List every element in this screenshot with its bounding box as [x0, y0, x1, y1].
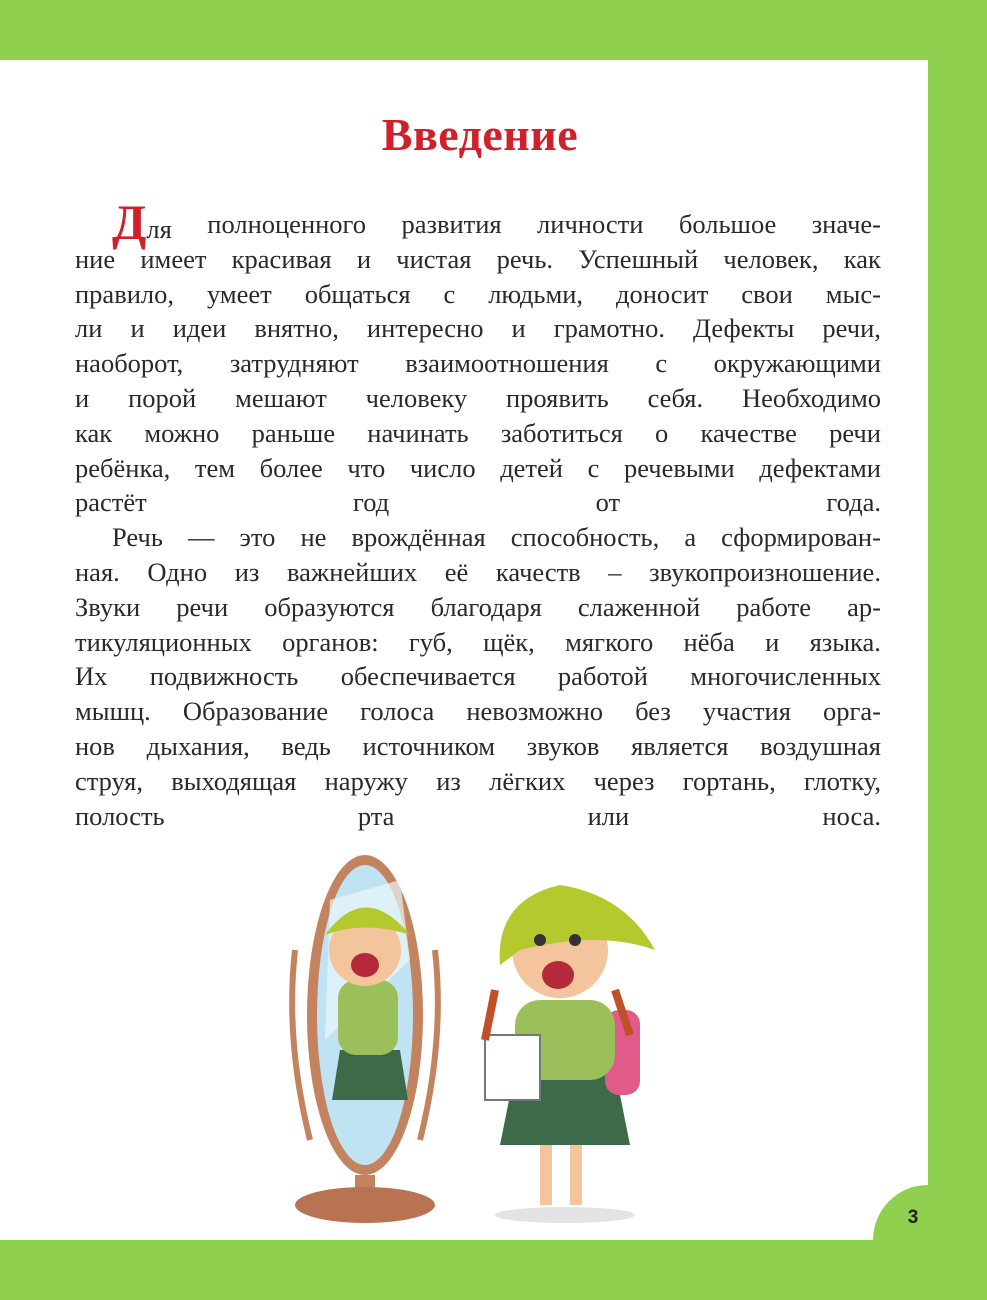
page-title: Введение — [381, 109, 579, 160]
text-line: растёт год от года. — [75, 487, 881, 518]
text-line: нов дыхания, ведь источником звуков является воздушная — [75, 730, 881, 761]
body-text — [75, 194, 881, 833]
text-line: Для полноценного развития личности большое значе- — [112, 194, 881, 250]
text-line: правило, умеет общаться с людьми, доносит свои мыс- — [75, 278, 881, 309]
text-line: мышц. Образование голоса невозможно без участия орга- — [75, 696, 881, 727]
text-line: ная. Одно из важнейших её качеств – звукопроизношение. — [75, 556, 881, 587]
frame-bottom — [873, 1240, 987, 1300]
text-line: тикуляционных органов: губ, щёк, мягкого нёба и языка. — [75, 626, 881, 657]
girl — [485, 885, 655, 1223]
text-line: Звуки речи образуются благодаря слаженной работе ар- — [75, 591, 881, 622]
text-line: струя, выходящая наружу из лёгких через гортань, глотку, — [75, 765, 881, 796]
page-number: 3 — [907, 1207, 919, 1228]
text-line: и порой мешают человеку проявить себя. Необходимо — [75, 382, 881, 413]
text-line: ребёнка, тем более что число детей с речевыми дефектами — [75, 452, 881, 483]
text-line: наоборот, затрудняют взаимоотношения с окружающими — [75, 348, 881, 379]
text-line: Их подвижность обеспечивается работой многочисленных — [75, 661, 881, 692]
illustration-girl-at-mirror — [270, 840, 670, 1230]
text-line: ли и идеи внятно, интересно и грамотно. Дефекты речи, — [75, 313, 881, 344]
paragraph-2 — [75, 520, 881, 833]
text-line: ние имеет красивая и чистая речь. Успешный человек, как — [75, 243, 881, 274]
paragraph-1 — [75, 194, 881, 520]
drop-cap: Д — [112, 194, 147, 250]
text-line: Речь — это не врождённая способность, а сформирован- — [112, 522, 881, 553]
text-line: как можно раньше начинать заботиться о качестве речи — [75, 417, 881, 448]
mirror — [292, 855, 438, 1223]
text-line: полость рта или носа. — [75, 800, 881, 831]
